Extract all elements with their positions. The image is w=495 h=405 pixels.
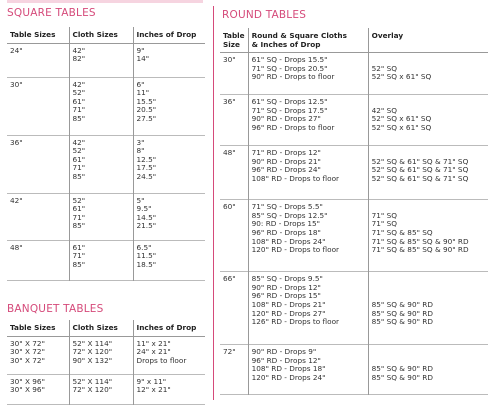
cell-overlay: 42" SQ 52" SQ x 61" SQ 52" SQ x 61" SQ xyxy=(368,95,488,146)
round-tables-section xyxy=(220,28,488,395)
cell-cloths: 61" SQ - Drops 15.5" 71" SQ - Drops 20.5" 90" RD - Drops to floor xyxy=(248,53,368,95)
cell-cloth: 42" 82" xyxy=(69,43,133,77)
column-divider xyxy=(213,6,214,400)
cell-cloth: 42" 52" 61" 71" 85" xyxy=(69,135,133,193)
cell-size: 36" xyxy=(223,97,236,107)
cell-size: 72" xyxy=(223,347,236,357)
cell-overlay: 52" SQ 52" SQ x 61" SQ xyxy=(368,53,488,95)
cell-drop: 3" 8" 12.5" 17.5" 24.5" xyxy=(133,135,205,193)
square-tables-table xyxy=(7,27,205,281)
cell-size: 36" xyxy=(10,137,23,147)
table-row xyxy=(220,345,488,395)
table-row xyxy=(7,77,205,135)
table-row xyxy=(7,135,205,193)
top-accent-rule xyxy=(7,0,203,3)
table-row xyxy=(220,53,488,95)
square-tables-section xyxy=(7,27,205,281)
table-header-row xyxy=(220,28,488,53)
cell-drop: 6" 11" 15.5" 20.5" 27.5" xyxy=(133,77,205,135)
table-row xyxy=(220,146,488,200)
header-cloth-sizes: Cloth Sizes xyxy=(69,320,133,336)
cell-size: 60" xyxy=(223,202,236,212)
cell-size: 30" X 96" 30" X 96" xyxy=(10,376,45,395)
round-tables-table xyxy=(220,28,488,395)
cell-size: 24" xyxy=(10,45,23,55)
cell-size: 30" xyxy=(223,55,236,65)
header-inches-of-drop: Inches of Drop xyxy=(133,320,205,336)
table-row xyxy=(7,193,205,240)
cell-size: 66" xyxy=(223,274,236,284)
cell-size: 30" xyxy=(10,79,23,89)
header-inches-of-drop: Inches of Drop xyxy=(133,27,205,43)
header-overlay: Overlay xyxy=(368,28,488,53)
cell-overlay: 85" SQ & 90" RD 85" SQ & 90" RD xyxy=(368,345,488,395)
header-table-size: Table Size xyxy=(223,31,245,49)
banquet-tables-table xyxy=(7,320,205,405)
banquet-tables-section xyxy=(7,320,205,405)
cell-cloths: 85" SQ - Drops 9.5" 90" RD - Drops 12" 96" RD - Drops 15" 108" RD - Drops 21" 120" RD - Drops 27" 126" RD - Drops to floor xyxy=(248,272,368,345)
cell-cloth: 52" 61" 71" 85" xyxy=(69,193,133,240)
table-row xyxy=(220,95,488,146)
cell-size: 42" xyxy=(10,195,23,205)
cell-drop: 11" x 21" 24" x 21" Drops to floor xyxy=(133,336,205,374)
cell-cloths: 71" SQ - Drops 5.5" 85" SQ - Drops 12.5" 90: RD - Drops 15" 96" RD - Drops 18" 108" RD - Drops 24" 120" RD - Drops to floor xyxy=(248,200,368,272)
cell-cloths: 71" RD - Drops 12" 90" RD - Drops 21" 96" RD - Drops 24" 108" RD - Drops to floor xyxy=(248,146,368,200)
table-row xyxy=(7,240,205,280)
cell-drop: 5" 9.5" 14.5" 21.5" xyxy=(133,193,205,240)
cell-overlay: 85" SQ & 90" RD 85" SQ & 90" RD 85" SQ & 90" RD xyxy=(368,272,488,345)
cell-size: 48" xyxy=(10,242,23,252)
header-cloths-drop: Round & Square Cloths & Inches of Drop xyxy=(248,28,368,53)
table-row xyxy=(7,336,205,374)
header-table-sizes: Table Sizes xyxy=(10,30,56,39)
square-tables-title: SQUARE TABLES xyxy=(7,7,96,19)
cell-size: 48" xyxy=(223,148,236,158)
table-header-row xyxy=(7,320,205,336)
cell-cloths: 61" SQ - Drops 12.5" 71" SQ - Drops 17.5" 90" RD - Drops 27" 96" RD - Drops to floor xyxy=(248,95,368,146)
cell-drop: 9" x 11" 12" x 21" xyxy=(133,374,205,404)
cell-cloth: 52" X 114" 72" X 120" 90" X 132" xyxy=(69,336,133,374)
table-row xyxy=(7,43,205,77)
header-cloth-sizes: Cloth Sizes xyxy=(69,27,133,43)
banquet-tables-title: BANQUET TABLES xyxy=(7,303,104,315)
table-row xyxy=(220,200,488,272)
table-header-row xyxy=(7,27,205,43)
cell-cloth: 52" X 114" 72" X 120" xyxy=(69,374,133,404)
header-table-sizes: Table Sizes xyxy=(10,323,56,332)
cell-cloths: 90" RD - Drops 9" 96" RD - Drops 12" 108" RD - Drops 18" 120" RD - Drops 24" xyxy=(248,345,368,395)
cell-cloth: 61" 71" 85" xyxy=(69,240,133,280)
cell-drop: 9" 14" xyxy=(133,43,205,77)
table-row xyxy=(220,272,488,345)
cell-cloth: 42" 52" 61" 71" 85" xyxy=(69,77,133,135)
cell-drop: 6.5" 11.5" 18.5" xyxy=(133,240,205,280)
cell-overlay: 71" SQ 71" SQ 71" SQ & 85" SQ 71" SQ & 85" SQ & 90" RD 71" SQ & 85" SQ & 90" RD xyxy=(368,200,488,272)
cell-size: 30" X 72" 30" X 72" 30" X 72" xyxy=(10,338,45,365)
cell-overlay: 52" SQ & 61" SQ & 71" SQ 52" SQ & 61" SQ & 71" SQ 52" SQ & 61" SQ & 71" SQ xyxy=(368,146,488,200)
round-tables-title: ROUND TABLES xyxy=(222,9,307,21)
